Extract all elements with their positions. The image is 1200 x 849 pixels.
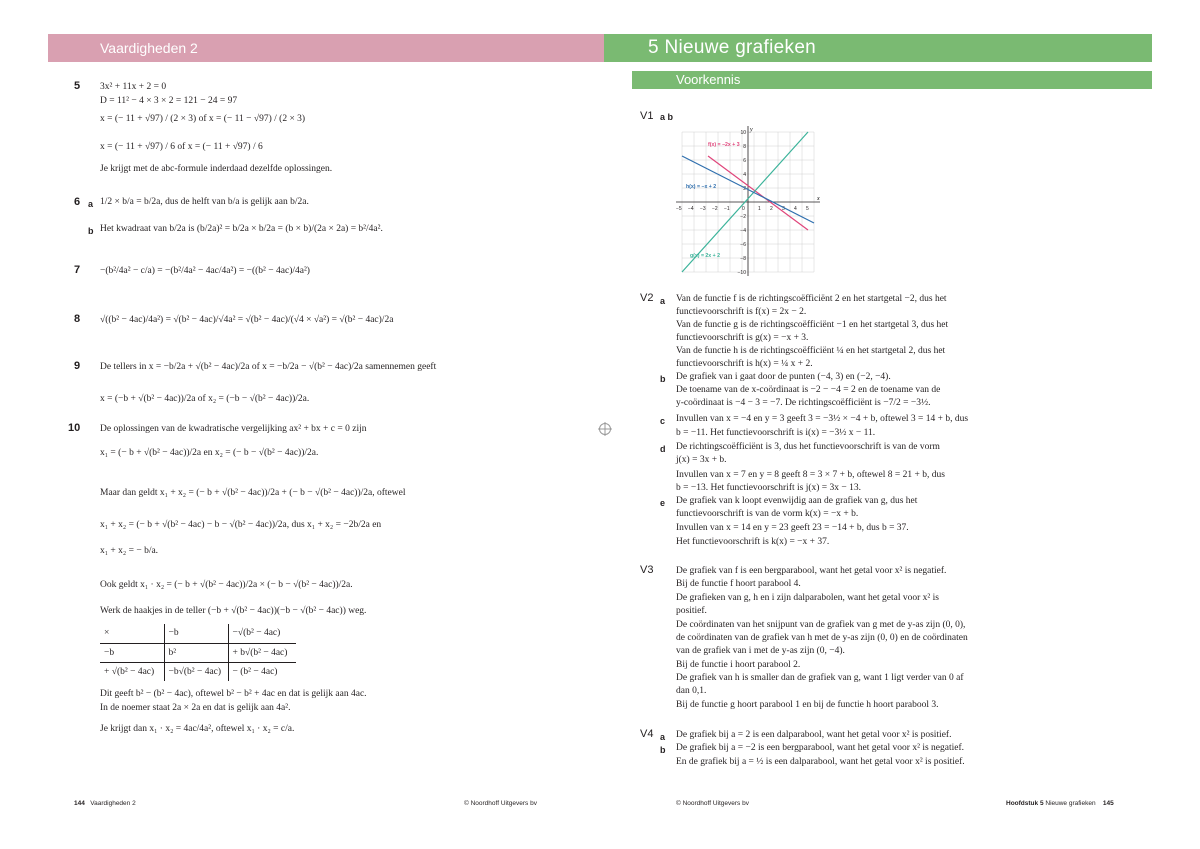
q10-line: Je krijgt dan x₁ · x₂ = 4ac/4a², oftewel x₁ · x₂ = c/a. <box>100 724 295 734</box>
subquestion-label: a <box>88 199 94 209</box>
y-tick-label: 6 <box>743 158 746 164</box>
h-label: h(x) = −x + 2 <box>686 184 717 190</box>
table-row <box>100 643 296 662</box>
v4-line: En de grafiek bij a = ½ is een dalparabool, want het getal voor x² is positief. <box>676 757 965 767</box>
subquestion-label: b <box>88 226 94 236</box>
x-tick-label: −2 <box>712 206 718 212</box>
question-number: 10 <box>68 422 81 434</box>
multiplication-table <box>100 624 296 681</box>
v2-line: b = −13. Het functievoorschrift is j(x) = 3x − 13. <box>676 483 862 493</box>
x-tick-label: 5 <box>806 206 809 212</box>
q7-text: −(b²/4a² − c/a) = −(b²/4a² − 4ac/4a²) = −((b² − 4ac)/4a²) <box>100 266 310 276</box>
v2-line: Invullen van x = −4 en y = 3 geeft 3 = −3½ × −4 + b, oftewel 3 = 14 + b, dus <box>676 414 969 424</box>
y-tick-label: −8 <box>740 256 746 262</box>
x-tick-label: −5 <box>676 206 682 212</box>
left-footer <box>74 800 136 807</box>
subquestion-label: d <box>660 444 666 454</box>
g-label: g(x) = 2x + 2 <box>690 253 720 259</box>
y-tick-label: 8 <box>743 144 746 150</box>
x-tick-label: −4 <box>688 206 694 212</box>
v2-line: Invullen van x = 14 en y = 23 geeft 23 = −14 + b, dus b = 37. <box>676 523 909 533</box>
table-cell: + b√(b² − 4ac) <box>228 643 296 662</box>
q5-line: D = 11² − 4 × 3 × 2 = 121 − 24 = 97 <box>100 96 238 106</box>
section-subheader <box>632 71 1152 89</box>
q5-line: 3x² + 11x + 2 = 0 <box>100 82 167 92</box>
v3-line: Bij de functie g hoort parabool 1 en bij de functie h hoort parabool 3. <box>676 700 939 710</box>
v2-line: Invullen van x = 7 en y = 8 geeft 8 = 3 × 7 + b, oftewel 8 = 21 + b, dus <box>676 470 945 480</box>
v3-line: Bij de functie f hoort parabool 4. <box>676 579 801 589</box>
q6b-text: Het kwadraat van b/2a is (b/2a)² = b/2a × b/2a = (b × b)/(2a × 2a) = b²/4a². <box>100 224 383 234</box>
q10-line: Dit geeft b² − (b² − 4ac), oftewel b² − b² + 4ac en dat is gelijk aan 4ac. <box>100 689 367 699</box>
v2-line: y-coördinaat is −4 − 3 = −7. De richtingscoëfficiënt is −7/2 = −3½. <box>676 398 931 408</box>
x-tick-label: 3 <box>782 206 785 212</box>
linear-functions-graph <box>676 126 822 276</box>
page-number: 145 <box>1102 800 1114 807</box>
table-cell: − (b² − 4ac) <box>232 666 278 677</box>
left-footer-publisher: © Noordhoff Uitgevers bv <box>464 800 537 807</box>
table-cell: −b√(b² − 4ac) <box>164 662 228 681</box>
v2-line: De toename van de x-coördinaat is −2 − −4 = 2 en de toename van de <box>676 385 941 395</box>
v4-line: De grafiek bij a = −2 is een bergparabool, want het getal voor x² is negatief. <box>676 743 965 753</box>
v4-line: De grafiek bij a = 2 is een dalparabool, want het getal voor x² is positief. <box>676 730 952 740</box>
v2-line: Het functievoorschrift is k(x) = −x + 37. <box>676 537 830 547</box>
left-page-header <box>48 34 604 62</box>
v3-line: De grafiek van f is een bergparabool, want het getal voor x² is negatief. <box>676 566 947 576</box>
subquestion-label: b <box>660 745 666 755</box>
question-number: 8 <box>74 313 81 325</box>
v3-line: Bij de functie i hoort parabool 2. <box>676 660 801 670</box>
v3-line: De grafiek van h is smaller dan de grafiek van g, want 1 ligt verder van 0 af <box>676 673 964 683</box>
table-cell: −b <box>164 624 228 643</box>
chapter-title: 5 Nieuwe grafieken <box>648 37 817 58</box>
q10-line: In de noemer staat 2a × 2a en dat is gelijk aan 4a². <box>100 703 291 713</box>
q10-line: x₁ + x₂ = − b/a. <box>100 546 159 556</box>
question-number: V4 <box>640 728 654 740</box>
v2-line: functievoorschrift is g(x) = −x + 3. <box>676 333 809 343</box>
left-header-title: Vaardigheden 2 <box>100 40 198 56</box>
v2-line: functievoorschrift is f(x) = 2x − 2. <box>676 307 807 317</box>
q10-line: Maar dan geldt x₁ + x₂ = (− b + √(b² − 4ac))/2a + (− b − √(b² − 4ac))/2a, oftewel <box>100 488 406 498</box>
v3-line: De grafieken van g, h en i zijn dalparabolen, want het getal voor x² is <box>676 593 939 603</box>
v3-line: dan 0,1. <box>676 686 707 696</box>
question-number: V2 <box>640 292 654 304</box>
footer-title: Vaardigheden 2 <box>90 800 136 807</box>
subquestion-label: c <box>660 416 666 426</box>
y-tick-label: −4 <box>740 228 746 234</box>
v3-line: van de grafiek van i met de y-as zijn (0, −4). <box>676 646 845 656</box>
subquestion-label: b <box>660 374 666 384</box>
v2-line: b = −11. Het functievoorschrift is i(x) = −3½ x − 11. <box>676 428 876 438</box>
x-tick-label: 1 <box>758 206 761 212</box>
v2-line: functievoorschrift is van de vorm k(x) = −x + b. <box>676 509 859 519</box>
q9-line: x = (−b + √(b² − 4ac))/2a of x₂ = (−b − √(b² − 4ac))/2a. <box>100 394 310 404</box>
v2-line: De grafiek van i gaat door de punten (−4, 3) en (−2, −4). <box>676 372 891 382</box>
v3-line: positief. <box>676 606 707 616</box>
q10-line: x₁ + x₂ = (− b + √(b² − 4ac) − b − √(b² − 4ac))/2a, dus x₁ + x₂ = −2b/2a en <box>100 520 382 530</box>
y-tick-label: −10 <box>737 270 746 276</box>
question-number: 5 <box>74 80 81 92</box>
y-axis-label: y <box>750 127 753 133</box>
subquestion-label: a <box>660 732 666 742</box>
table-cell: −√(b² − 4ac) <box>228 624 296 643</box>
v2-line: De richtingscoëfficiënt is 3, dus het functievoorschrift is van de vorm <box>676 442 940 452</box>
y-tick-label: 4 <box>743 172 746 178</box>
q5-line: x = (− 11 + √97) / (2 × 3) of x = (− 11 − √97) / (2 × 3) <box>100 114 306 124</box>
q10-line: De oplossingen van de kwadratische vergelijking ax² + bx + c = 0 zijn <box>100 424 367 434</box>
q6a-text: 1/2 × b/a = b/2a, dus de helft van b/a is gelijk aan b/2a. <box>100 197 309 207</box>
subquestion-label: a <box>660 296 666 306</box>
question-number: 7 <box>74 264 81 276</box>
table-cell: × <box>100 624 164 643</box>
v2-line: Van de functie g is de richtingscoëfficiënt −1 en het startgetal 3, dus het <box>676 320 949 330</box>
table-cell: −b <box>100 643 164 662</box>
x-tick-label: 4 <box>794 206 797 212</box>
v2-line: j(x) = 3x + b. <box>676 455 727 465</box>
x-tick-label: 0 <box>742 206 745 212</box>
question-number: 9 <box>74 360 81 372</box>
v2-line: De grafiek van k loopt evenwijdig aan de grafiek van g, dus het <box>676 496 918 506</box>
y-tick-label: 10 <box>740 130 746 136</box>
line-f <box>708 156 808 230</box>
subquestion-label: a b <box>660 112 674 122</box>
subquestion-label: e <box>660 498 666 508</box>
y-tick-label: 2 <box>743 186 746 192</box>
v2-line: functievoorschrift is h(x) = ¼ x + 2. <box>676 359 813 369</box>
question-number: 6 <box>74 196 81 208</box>
q5-line: x = (− 11 + √97) / 6 of x = (− 11 + √97) / 6 <box>100 142 263 152</box>
question-number: V1 <box>640 110 654 122</box>
footer-title: Nieuwe grafieken <box>1045 800 1096 807</box>
right-footer-publisher: © Noordhoff Uitgevers bv <box>676 800 749 807</box>
right-page-header <box>604 34 1152 62</box>
table-cell: b² <box>164 643 228 662</box>
question-number: V3 <box>640 564 654 576</box>
x-tick-label: −3 <box>700 206 706 212</box>
right-footer <box>1006 800 1114 807</box>
y-tick-label: −2 <box>740 214 746 220</box>
x-tick-label: −1 <box>724 206 730 212</box>
registration-mark-icon <box>598 422 612 436</box>
v3-line: De coördinaten van het snijpunt van de grafiek van g met de y-as zijn (0, 0), <box>676 620 966 630</box>
page-number: 144 <box>74 800 85 807</box>
table-row <box>100 662 296 681</box>
q10-line: Ook geldt x₁ · x₂ = (− b + √(b² − 4ac))/2a × (− b − √(b² − 4ac))/2a. <box>100 580 353 590</box>
q10-line: x₁ = (− b + √(b² − 4ac))/2a en x₂ = (− b − √(b² − 4ac))/2a. <box>100 448 319 458</box>
v3-line: de coördinaten van de grafiek van h met de y-as zijn (0, 0) en de coördinaten <box>676 633 968 643</box>
q9-line: De tellers in x = −b/2a + √(b² − 4ac)/2a of x = −b/2a − √(b² − 4ac)/2a samennemen geeft <box>100 362 437 372</box>
q8-text: √((b² − 4ac)/4a²) = √(b² − 4ac)/√4a² = √(b² − 4ac)/(√4 × √a²) = √(b² − 4ac)/2a <box>100 315 394 325</box>
table-row <box>100 624 296 643</box>
y-tick-label: −6 <box>740 242 746 248</box>
table-cell: + √(b² − 4ac) <box>100 662 164 681</box>
section-title: Voorkennis <box>676 72 741 87</box>
v2-line: Van de functie f is de richtingscoëfficiënt 2 en het startgetal −2, dus het <box>676 294 947 304</box>
x-axis-label: x <box>817 196 820 202</box>
q5-line: Je krijgt met de abc-formule inderdaad dezelfde oplossingen. <box>100 164 333 174</box>
q10-line: Werk de haakjes in de teller (−b + √(b² − 4ac))(−b − √(b² − 4ac)) weg. <box>100 606 367 616</box>
footer-chapter: Hoofdstuk 5 <box>1006 800 1044 807</box>
x-tick-label: 2 <box>770 206 773 212</box>
f-label: f(x) = −2x + 3 <box>708 142 740 148</box>
v2-line: Van de functie h is de richtingscoëfficiënt ¼ en het startgetal 2, dus het <box>676 346 946 356</box>
